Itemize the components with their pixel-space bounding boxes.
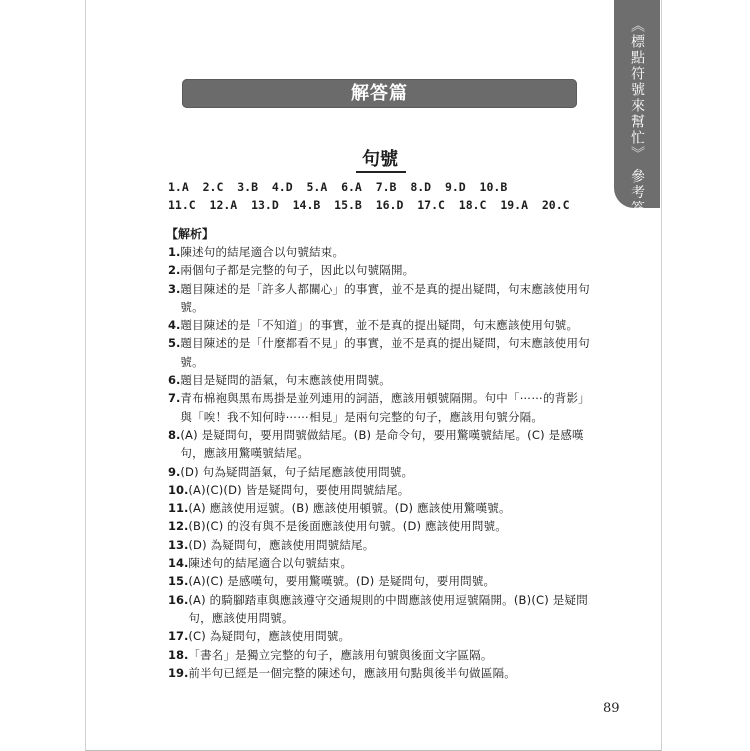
list-item (168, 280, 598, 317)
item-text: (D) 句為疑問語氣，句子結尾應該使用問號。 (180, 464, 414, 479)
item-text: (A)(C) 是感嘆句，要用驚嘆號。(D) 是疑問句，要用問號。 (188, 574, 496, 589)
item-number: 5. (168, 336, 181, 351)
list-item (168, 481, 598, 499)
item-number: 3. (168, 281, 181, 296)
answer-row-2: 11.C 12.A 13.D 14.B 15.B 16.D 17.C 18.C 19.A 20.C (168, 198, 570, 212)
explanation-heading: 【解析】 (166, 227, 215, 241)
item-text: 「書名」是獨立完整的句子，應該用句號與後面文字區隔。 (188, 647, 493, 662)
item-text: (C) 為疑問句，應該使用問號。 (188, 629, 351, 644)
item-text: (B)(C) 的沒有與不是後面應該使用句號。(D) 應該使用問號。 (188, 519, 507, 534)
list-item (168, 426, 598, 463)
list-item (168, 664, 598, 682)
section-title: 句號 (362, 149, 398, 170)
item-number: 10. (168, 482, 189, 497)
list-item (168, 463, 598, 481)
item-number: 2. (168, 263, 181, 278)
item-text: (D) 為疑問句，應該使用問號結尾。 (188, 537, 375, 552)
list-item (168, 517, 598, 535)
item-number: 4. (168, 318, 181, 333)
item-number: 9. (168, 464, 181, 479)
item-text: 題目陳述的是「什麼都看不見」的事實，並不是真的提出疑問，句末應該使用句號。 (180, 336, 590, 369)
list-item (168, 572, 598, 590)
list-item (168, 627, 598, 645)
list-item (168, 371, 598, 389)
list-item (168, 334, 598, 371)
item-number: 15. (168, 574, 189, 589)
list-item (168, 591, 598, 628)
item-number: 11. (168, 501, 189, 516)
list-item (168, 389, 598, 426)
list-item (168, 243, 598, 261)
list-item (168, 554, 598, 572)
item-text: (A) 是疑問句，要用問號做結尾。(B) 是命令句，要用驚嘆號結尾。(C) 是感嘆句，應該用驚嘆號結尾。 (180, 427, 584, 461)
section-underline (356, 171, 406, 173)
item-text: 陳述句的結尾適合以句號結束。 (180, 245, 345, 259)
item-number: 12. (168, 519, 189, 534)
item-number: 17. (168, 629, 189, 644)
item-number: 18. (168, 647, 189, 662)
item-text: 陳述句的結尾適合以句號結束。 (188, 556, 353, 571)
item-number: 1. (168, 245, 181, 259)
item-text: 題目是疑問的語氣，句末應該使用問號。 (180, 373, 391, 388)
item-text: (A) 的騎腳踏車與應該遵守交通規則的中間應該使用逗號隔開。(B)(C) 是疑問句，應該使用問號。 (188, 592, 588, 625)
item-number: 7. (168, 391, 181, 406)
item-number: 14. (168, 556, 189, 571)
list-item (168, 646, 598, 664)
list-item (168, 261, 598, 279)
item-text: 題目陳述的是「不知道」的事實，並不是真的提出疑問，句末應該使用句號。 (180, 318, 579, 333)
answer-key (168, 178, 570, 214)
list-item (168, 499, 598, 517)
item-number: 19. (168, 665, 189, 680)
list-item (168, 536, 598, 554)
item-text: 兩個句子都是完整的句子，因此以句號隔開。 (180, 263, 415, 278)
list-item (168, 316, 598, 334)
explanation-list (168, 243, 598, 682)
item-text: (A) 應該使用逗號。(B) 應該使用頓號。(D) 應該使用驚嘆號。 (188, 501, 511, 516)
item-text: 青布棉袍與黑布馬掛是並列連用的詞語，應該用頓號隔開。句中「⋯⋯的背影」與「唉！我不知何時⋯⋯相見」是兩句完整的句子，應該用句號分隔。 (180, 391, 590, 424)
page-number: 89 (603, 701, 620, 716)
answer-row-1: 1.A 2.C 3.B 4.D 5.A 6.A 7.B 8.D 9.D 10.B (168, 180, 508, 194)
side-tab-label: 《標點符號來幫忙》 參考答案 (629, 18, 645, 233)
item-text: (A)(C)(D) 皆是疑問句，要使用問號結尾。 (188, 482, 410, 497)
item-number: 8. (168, 427, 181, 442)
item-text: 前半句已經是一個完整的陳述句，應該用句點與後半句做區隔。 (188, 665, 516, 680)
item-number: 13. (168, 537, 189, 552)
item-text: 題目陳述的是「許多人都關心」的事實，並不是真的提出疑問，句末應該使用句號。 (180, 281, 590, 314)
item-number: 6. (168, 373, 181, 388)
page-title: 解答篇 (351, 83, 408, 104)
item-number: 16. (168, 592, 189, 607)
